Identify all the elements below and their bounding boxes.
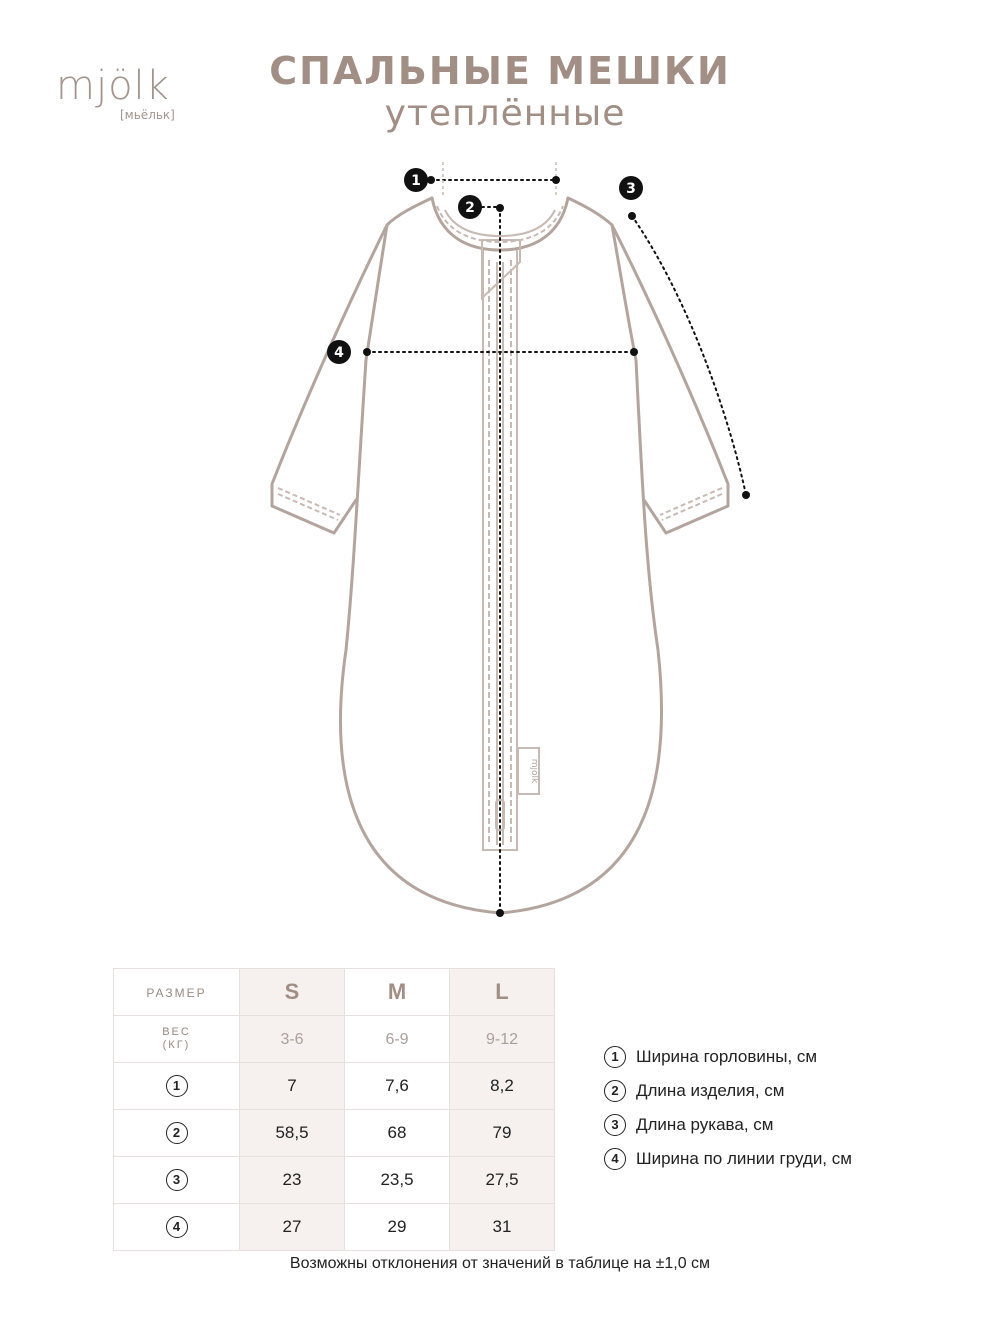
table-row: [114, 969, 555, 1016]
row-marker: [114, 1157, 240, 1204]
size-table: [113, 968, 555, 1251]
table-cell: 8,2: [450, 1063, 555, 1110]
neck-width-end-right: [552, 176, 560, 184]
table-row: [114, 1110, 555, 1157]
size-s: S: [284, 979, 300, 1004]
sleeve-end-top: [628, 212, 636, 220]
length-end-bottom: [496, 909, 504, 917]
neck-width-end-left: [427, 176, 435, 184]
marker-1-label: 1: [411, 173, 421, 189]
zipper-teeth: [497, 262, 503, 845]
size-cell: [240, 969, 345, 1016]
table-cell: 58,5: [240, 1110, 345, 1157]
legend-text-1: Ширина горловины, см: [636, 1047, 818, 1066]
marker-3-badge: 3: [166, 1169, 188, 1191]
right-cuff-stitch: [660, 488, 722, 520]
legend-text-3: Длина рукава, см: [636, 1115, 774, 1134]
weight-s: 3-6: [280, 1031, 304, 1048]
chest-end-right: [630, 348, 638, 356]
legend-badge-1: 1: [604, 1046, 626, 1068]
table-cell: 7,6: [345, 1063, 450, 1110]
table-cell: 29: [345, 1204, 450, 1251]
row-marker: [114, 1063, 240, 1110]
weight-l: 9-12: [485, 1031, 519, 1048]
table-cell: 23,5: [345, 1157, 450, 1204]
weight-cell: [450, 1016, 555, 1063]
marker-2-label: 2: [465, 200, 475, 216]
table-cell: 27,5: [450, 1157, 555, 1204]
bag-outline: [341, 198, 662, 913]
legend-item: [604, 1142, 852, 1176]
table-cell: 79: [450, 1110, 555, 1157]
sleeve-end-bottom: [742, 491, 750, 499]
table-row: [114, 1016, 555, 1063]
legend-badge-4: 4: [604, 1148, 626, 1170]
legend-badge-2: 2: [604, 1080, 626, 1102]
size-cell: [450, 969, 555, 1016]
weight-header: [114, 1016, 240, 1063]
page-title: [0, 48, 1000, 134]
size-header-label: РАЗМЕР: [146, 986, 207, 1000]
chest-end-left: [363, 348, 371, 356]
table-cell: 7: [240, 1063, 345, 1110]
left-sleeve: [272, 225, 387, 533]
legend-text-4: Ширина по линии груди, см: [636, 1149, 852, 1168]
row-marker: [114, 1204, 240, 1251]
legend-text-2: Длина изделия, см: [636, 1081, 785, 1100]
table-cell: 31: [450, 1204, 555, 1251]
legend-badge-3: 3: [604, 1114, 626, 1136]
legend-item: [604, 1074, 852, 1108]
title-main: СПАЛЬНЫЕ МЕШКИ: [269, 49, 731, 93]
tolerance-footnote: Возможны отклонения от значений в таблице на ±1,0 см: [289, 1255, 711, 1272]
title-sub: утеплённые: [384, 93, 626, 134]
table-cell: 27: [240, 1204, 345, 1251]
size-m: M: [387, 979, 407, 1004]
logo-transcription: [мьёльк]: [120, 108, 175, 122]
size-header: [114, 969, 240, 1016]
size-cell: [345, 969, 450, 1016]
weight-cell: [345, 1016, 450, 1063]
table-cell: 23: [240, 1157, 345, 1204]
legend-item: [604, 1108, 852, 1142]
marker-4-label: 4: [334, 345, 344, 361]
left-cuff-stitch: [278, 488, 340, 520]
marker-1-badge: 1: [166, 1075, 188, 1097]
measurement-legend: [604, 1040, 852, 1176]
sleeping-bag-diagram: [0, 150, 1000, 930]
table-row: [114, 1204, 555, 1251]
marker-2-badge: 2: [166, 1122, 188, 1144]
sleeve-length-line: [632, 216, 746, 495]
size-l: L: [495, 979, 509, 1004]
weight-header-label: ВЕС: [162, 1026, 191, 1038]
table-row: [114, 1157, 555, 1204]
weight-m: 6-9: [385, 1031, 409, 1048]
brand-tag-text: mjolk: [529, 758, 539, 784]
length-end-top: [496, 204, 504, 212]
weight-cell: [240, 1016, 345, 1063]
marker-4-badge: 4: [166, 1216, 188, 1238]
logo-wordmark: mjölk: [56, 63, 170, 109]
marker-3-label: 3: [626, 181, 636, 197]
table-row: [114, 1063, 555, 1110]
row-marker: [114, 1110, 240, 1157]
right-sleeve: [612, 225, 728, 533]
table-cell: 68: [345, 1110, 450, 1157]
weight-header-unit: (КГ): [162, 1039, 191, 1051]
legend-item: [604, 1040, 852, 1074]
